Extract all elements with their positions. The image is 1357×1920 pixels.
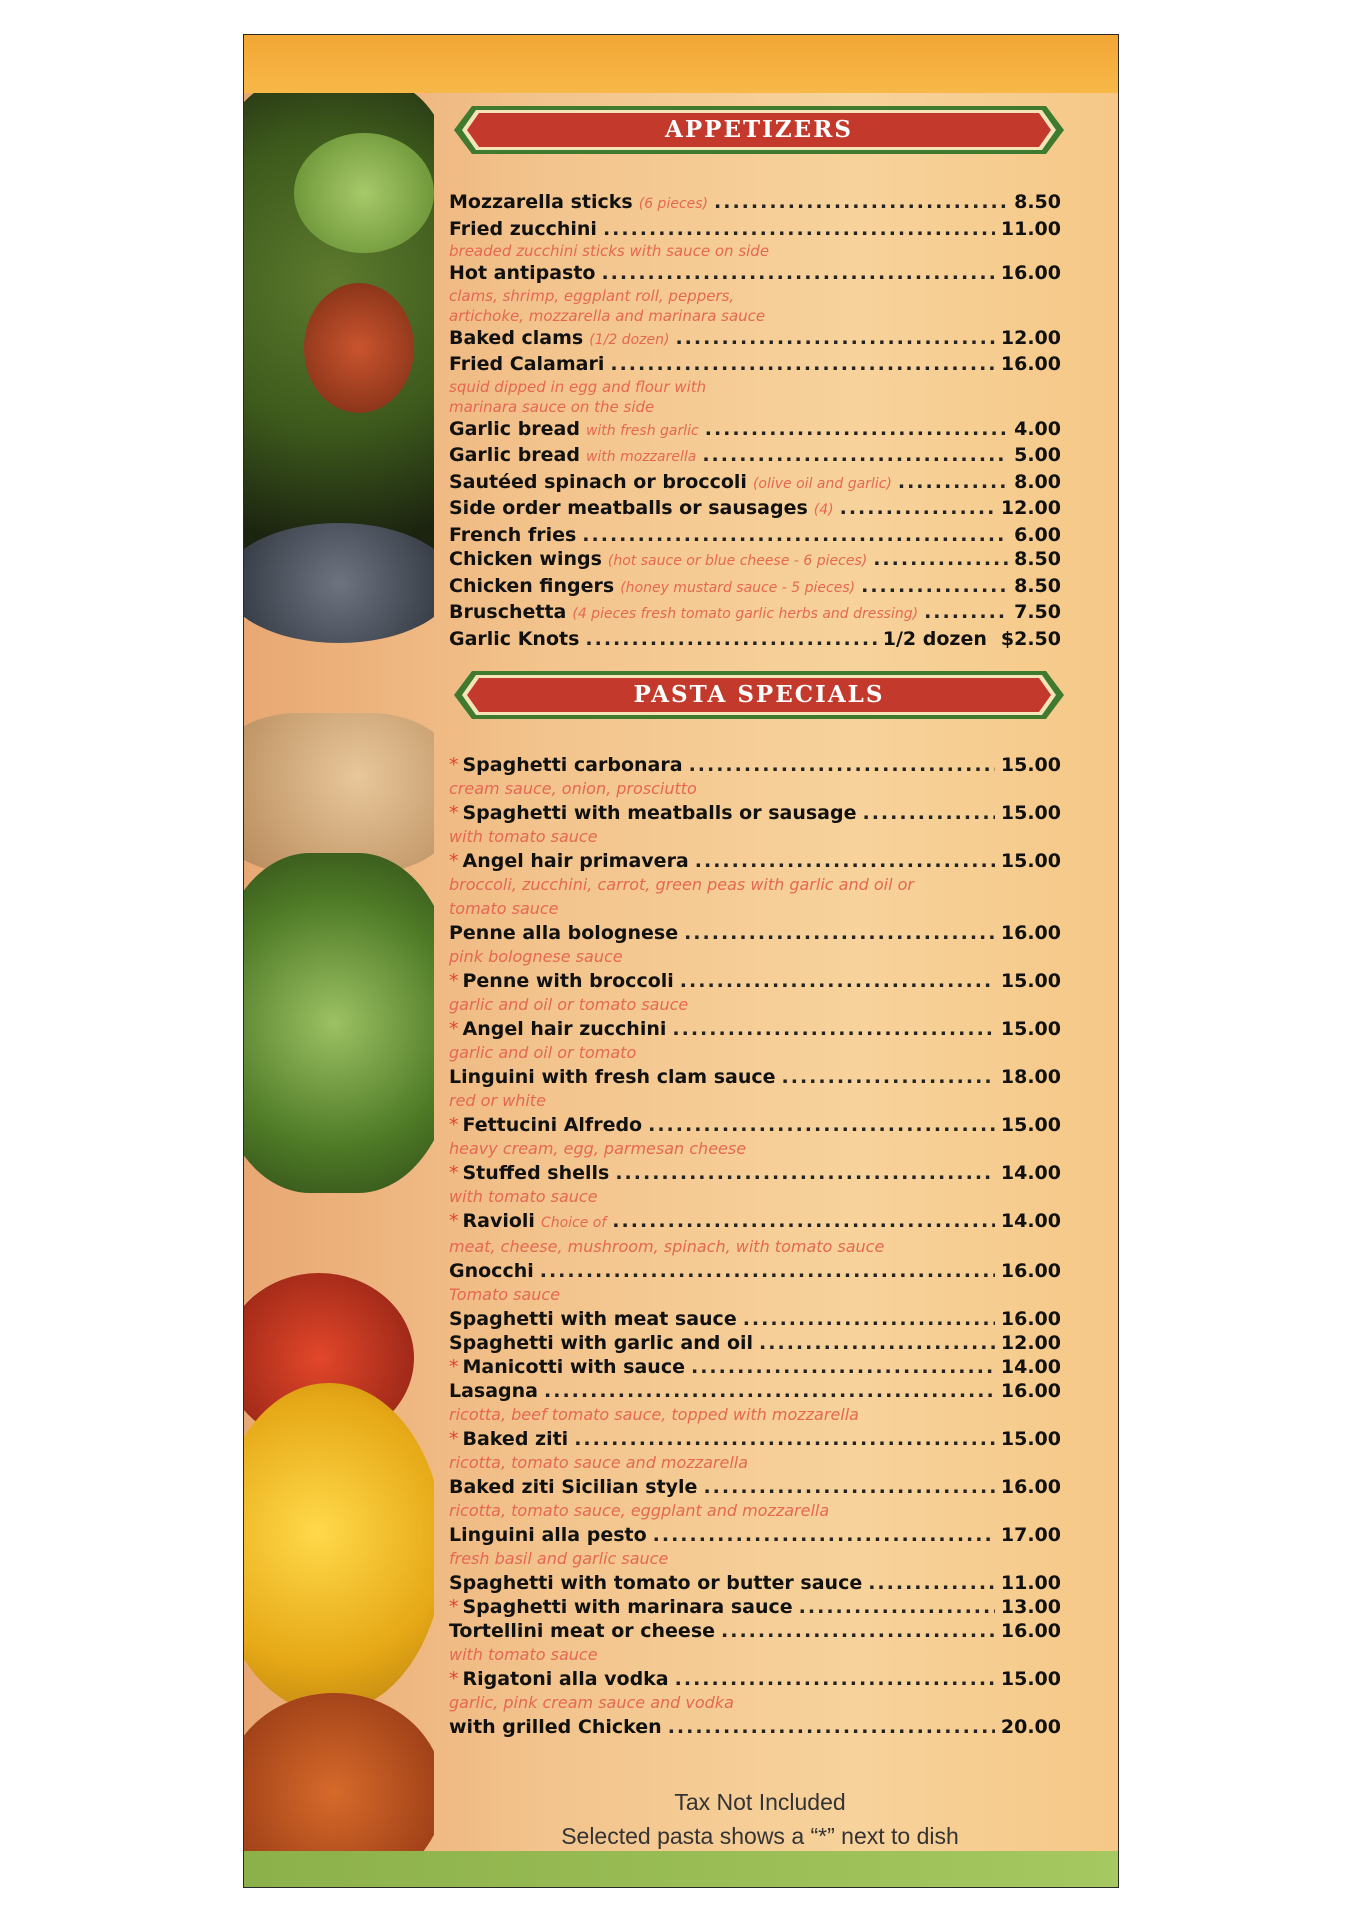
lettuce-shape [294, 133, 434, 253]
dish-description: red or white [449, 1091, 546, 1110]
sandwich-photo [244, 713, 434, 873]
dish-price: 7.50 [1014, 601, 1061, 623]
star-marker: * [449, 1162, 459, 1184]
menu-item-row [449, 969, 1061, 993]
menu-item [449, 190, 1061, 217]
menu-item-row [449, 1331, 1061, 1355]
menu-item [449, 1017, 1061, 1065]
dish-description: marinara sauce on the side [449, 397, 655, 416]
dish-note: (6 pieces) [638, 196, 709, 212]
dish-price: 15.00 [1000, 1018, 1061, 1040]
dish-price: 14.00 [1000, 1162, 1061, 1184]
menu-item [449, 496, 1061, 523]
dish-price: 20.00 [1000, 1716, 1061, 1738]
menu-item [449, 1523, 1061, 1571]
dot-leader [585, 627, 876, 652]
dish-price: 16.00 [1000, 1476, 1061, 1498]
dish-description: pink bolognese sauce [449, 947, 623, 966]
dish-name: Hot antipasto [449, 262, 596, 284]
menu-item-row [449, 261, 1061, 286]
dish-price: 16.00 [1000, 1620, 1061, 1642]
menu-page [243, 34, 1119, 1888]
star-marker: * [449, 1428, 459, 1450]
menu-item [449, 1571, 1061, 1595]
dish-price: 16.00 [1000, 262, 1061, 284]
menu-item [449, 470, 1061, 497]
dish-price: 16.00 [1000, 1308, 1061, 1330]
star-marker: * [449, 1668, 459, 1690]
dish-description: ricotta, tomato sauce and mozzarella [449, 1453, 749, 1472]
menu-item [449, 627, 1061, 652]
dish-description: with tomato sauce [449, 1645, 598, 1664]
menu-item-row [449, 417, 1061, 444]
appetizers-list [449, 190, 1061, 651]
menu-item-row [449, 1307, 1061, 1331]
star-marker: * [449, 850, 459, 872]
dish-name: Spaghetti with garlic and oil [449, 1332, 754, 1354]
menu-item [449, 523, 1061, 548]
dot-leader [721, 1619, 995, 1643]
dot-leader [924, 600, 1008, 625]
star-marker: * [449, 970, 459, 992]
star-marker: * [449, 1210, 459, 1232]
greens-shape [244, 853, 434, 1193]
dish-price: 8.50 [1014, 574, 1061, 597]
food-photo-strip [244, 93, 434, 1851]
dish-name: Fried Calamari [449, 353, 605, 375]
menu-item-row [449, 523, 1061, 548]
menu-item-row [449, 1161, 1061, 1185]
menu-item [449, 1475, 1061, 1523]
menu-item-row [449, 1571, 1061, 1595]
dish-description: tomato sauce [449, 899, 559, 918]
menu-item [449, 1065, 1061, 1113]
menu-item [449, 547, 1061, 574]
dish-price: 17.00 [1000, 1524, 1061, 1546]
dish-name: Angel hair zucchini [462, 1018, 667, 1040]
dish-note: (4) [813, 502, 834, 518]
dot-leader [691, 1355, 995, 1379]
dish-quantity: 1/2 dozen [882, 627, 987, 650]
dish-name: Linguini with fresh clam sauce [449, 1066, 776, 1088]
dish-price: 8.00 [1014, 470, 1061, 493]
menu-item [449, 1113, 1061, 1161]
dish-note: (1/2 dozen) [589, 331, 670, 348]
dot-leader [714, 190, 1008, 215]
dot-leader [668, 1715, 995, 1739]
dish-price: 4.00 [1014, 417, 1061, 440]
dot-leader [612, 1209, 995, 1233]
menu-item [449, 417, 1061, 444]
dish-price: 6.00 [1014, 523, 1061, 546]
menu-footer [454, 1785, 1066, 1853]
menu-item-row [449, 574, 1061, 601]
dish-name: Spaghetti with tomato or butter sauce [449, 1572, 863, 1594]
dot-leader [702, 443, 1008, 468]
dish-name: Linguini alla pesto [449, 1524, 647, 1546]
menu-item-row [449, 470, 1061, 497]
menu-item [449, 1355, 1061, 1379]
menu-item-row [449, 443, 1061, 470]
dish-price: 16.00 [1000, 922, 1061, 944]
pasta-specials-title: PASTA SPECIALS [633, 681, 885, 708]
dish-name: Side order meatballs or sausages [449, 497, 808, 519]
dish-price: 16.00 [1000, 1260, 1061, 1282]
dish-name: Rigatoni alla vodka [462, 1668, 669, 1690]
dot-leader [653, 1523, 995, 1547]
menu-item [449, 217, 1061, 262]
dish-description: garlic, pink cream sauce and vodka [449, 1693, 734, 1712]
dot-leader [743, 1307, 995, 1331]
menu-item-row [449, 1355, 1061, 1379]
dish-name: Fried zucchini [449, 217, 597, 240]
dish-note: (honey mustard sauce - 5 pieces) [620, 579, 856, 596]
chicken-wings-photo [244, 1693, 434, 1851]
top-orange-band [244, 35, 1118, 93]
dot-leader [544, 1379, 995, 1403]
dish-name: with grilled Chicken [449, 1716, 662, 1738]
menu-item-row [449, 1017, 1061, 1041]
menu-item-row [449, 849, 1061, 873]
tomato-shape [304, 283, 414, 413]
menu-item [449, 849, 1061, 921]
dish-description: garlic and oil or tomato sauce [449, 995, 689, 1014]
menu-item [449, 1379, 1061, 1427]
dish-name: Spaghetti with marinara sauce [462, 1596, 793, 1618]
dot-leader [610, 352, 995, 377]
dish-description: ricotta, beef tomato sauce, topped with mozzarella [449, 1405, 859, 1424]
dish-price: 8.50 [1014, 191, 1061, 213]
dot-leader [684, 921, 995, 945]
dish-price: 15.00 [1000, 1428, 1061, 1450]
dish-name: French fries [449, 523, 577, 546]
dish-name: Chicken wings [449, 548, 602, 570]
menu-item [449, 969, 1061, 1017]
menu-item-row [449, 1523, 1061, 1547]
dish-name: Ravioli [462, 1210, 535, 1232]
menu-item [449, 600, 1061, 627]
dot-leader [675, 326, 994, 351]
dish-description: breaded zucchini sticks with sauce on side [449, 242, 770, 260]
dish-name: Chicken fingers [449, 574, 615, 597]
dish-name: Garlic bread [449, 444, 580, 466]
dish-description: with tomato sauce [449, 1187, 598, 1206]
menu-item [449, 1161, 1061, 1209]
dot-leader [898, 470, 1008, 495]
dot-leader [689, 753, 995, 777]
dish-price: 15.00 [1000, 850, 1061, 872]
menu-item-row [449, 1259, 1061, 1283]
menu-item [449, 352, 1061, 417]
dish-name: Bruschetta [449, 601, 567, 623]
dish-price: 12.00 [1000, 1332, 1061, 1354]
dish-price: $2.50 [1000, 627, 1061, 650]
dish-description: garlic and oil or tomato [449, 1043, 637, 1062]
menu-item-row [449, 1209, 1061, 1235]
dish-description: artichoke, mozzarella and marinara sauce [449, 306, 766, 325]
dot-leader [840, 496, 995, 521]
dish-price: 16.00 [1000, 1380, 1061, 1402]
dish-name: Spaghetti with meatballs or sausage [462, 802, 857, 824]
dish-description: Tomato sauce [449, 1285, 561, 1304]
dish-note: (4 pieces fresh tomato garlic herbs and dressing) [572, 606, 919, 622]
dish-price: 15.00 [1000, 1114, 1061, 1136]
dish-name: Gnocchi [449, 1260, 534, 1282]
menu-item [449, 1209, 1061, 1259]
dish-price: 15.00 [1000, 970, 1061, 992]
menu-item [449, 443, 1061, 470]
tax-note: Tax Not Included [674, 1789, 846, 1815]
dish-description: cream sauce, onion, prosciutto [449, 779, 697, 798]
dot-leader [868, 1571, 995, 1595]
dot-leader [782, 1065, 995, 1089]
pasta-list [449, 753, 1061, 1739]
dish-name: Fettucini Alfredo [462, 1114, 643, 1136]
menu-item [449, 1619, 1061, 1667]
dish-price: 14.00 [1000, 1210, 1061, 1232]
menu-item [449, 1331, 1061, 1355]
dot-leader [705, 417, 1008, 442]
dish-description: ricotta, tomato sauce, eggplant and mozzarella [449, 1501, 830, 1520]
menu-item-row [449, 1065, 1061, 1089]
menu-item [449, 1427, 1061, 1475]
bottom-green-band [244, 1851, 1118, 1887]
menu-item-row [449, 496, 1061, 523]
menu-item-row [449, 1715, 1061, 1739]
menu-item-row [449, 1619, 1061, 1643]
dish-note: with mozzarella [585, 449, 697, 465]
dish-description: fresh basil and garlic sauce [449, 1549, 669, 1568]
dish-description: heavy cream, egg, parmesan cheese [449, 1139, 747, 1158]
menu-item-row [449, 217, 1061, 242]
dot-leader [680, 969, 995, 993]
menu-item-row [449, 801, 1061, 825]
menu-item [449, 261, 1061, 326]
dot-leader [615, 1161, 995, 1185]
dish-name: Sautéed spinach or broccoli [449, 470, 747, 493]
star-marker: * [449, 1356, 459, 1378]
menu-item-row [449, 352, 1061, 377]
dish-name: Manicotti with sauce [462, 1356, 685, 1378]
dish-name: Penne with broccoli [462, 970, 674, 992]
dot-leader [574, 1427, 995, 1451]
dot-leader [861, 574, 1008, 599]
menu-item [449, 1715, 1061, 1739]
dot-leader [601, 261, 994, 286]
dish-price: 12.00 [1000, 497, 1061, 519]
dish-name: Garlic bread [449, 417, 580, 440]
dot-leader [675, 1667, 995, 1691]
dot-leader [862, 801, 994, 825]
menu-item [449, 1667, 1061, 1715]
appetizers-title: APPETIZERS [665, 116, 853, 143]
menu-item [449, 326, 1061, 353]
pasta-specials-banner [454, 669, 1064, 721]
dish-price: 18.00 [1000, 1066, 1061, 1088]
dot-leader [582, 523, 1008, 548]
menu-item [449, 1259, 1061, 1307]
dish-name: Spaghetti carbonara [462, 754, 683, 776]
dot-leader [648, 1113, 995, 1137]
dish-price: 14.00 [1000, 1356, 1061, 1378]
star-legend: Selected pasta shows a “*” next to dish [561, 1823, 959, 1849]
dot-leader [759, 1331, 995, 1355]
star-marker: * [449, 754, 459, 776]
dish-price: 11.00 [1000, 1572, 1061, 1594]
dish-price: 15.00 [1000, 1668, 1061, 1690]
dish-name: Tortellini meat or cheese [449, 1620, 716, 1642]
dish-name: Garlic Knots [449, 627, 580, 650]
appetizers-banner [454, 104, 1064, 156]
menu-item [449, 1595, 1061, 1619]
dot-leader [799, 1595, 995, 1619]
dish-price: 8.50 [1014, 548, 1061, 570]
dish-name: Baked clams [449, 326, 584, 349]
dot-leader [540, 1259, 995, 1283]
dish-note: with fresh garlic [585, 422, 699, 439]
dish-description: with tomato sauce [449, 827, 598, 846]
plate-shape [244, 523, 434, 643]
dish-name: Angel hair primavera [462, 850, 689, 872]
dish-name: Stuffed shells [462, 1162, 610, 1184]
dot-leader [703, 1475, 994, 1499]
dish-note: (hot sauce or blue cheese - 6 pieces) [607, 553, 868, 569]
star-marker: * [449, 1018, 459, 1040]
menu-item-row [449, 1595, 1061, 1619]
menu-item-row [449, 190, 1061, 217]
dish-price: 12.00 [1000, 326, 1061, 349]
dish-name: Lasagna [449, 1380, 539, 1402]
menu-item [449, 574, 1061, 601]
dish-price: 13.00 [1000, 1596, 1061, 1618]
dish-note: Choice of [540, 1215, 607, 1231]
dish-name: Baked ziti [462, 1428, 569, 1450]
menu-item-row [449, 627, 1061, 652]
dish-description: broccoli, zucchini, carrot, green peas with garlic and oil or [449, 875, 914, 894]
dot-leader [672, 1017, 995, 1041]
dot-leader [695, 849, 995, 873]
menu-item-row [449, 1379, 1061, 1403]
dish-price: 15.00 [1000, 754, 1061, 776]
menu-item [449, 801, 1061, 849]
menu-item-row [449, 921, 1061, 945]
menu-item [449, 753, 1061, 801]
menu-item-row [449, 1427, 1061, 1451]
dish-description: squid dipped in egg and flour with [449, 377, 707, 396]
dish-price: 15.00 [1000, 802, 1061, 824]
dot-leader [873, 547, 1008, 572]
dish-name: Spaghetti with meat sauce [449, 1308, 737, 1330]
yellow-pepper-shape [244, 1383, 434, 1713]
menu-item [449, 1307, 1061, 1331]
star-marker: * [449, 1114, 459, 1136]
dish-price: 5.00 [1014, 444, 1061, 466]
menu-item-row [449, 547, 1061, 574]
star-marker: * [449, 1596, 459, 1618]
dish-name: Baked ziti Sicilian style [449, 1476, 698, 1498]
dish-name: Mozzarella sticks [449, 191, 633, 213]
menu-item-row [449, 753, 1061, 777]
menu-item-row [449, 326, 1061, 353]
dish-price: 11.00 [1000, 217, 1061, 240]
dot-leader [603, 217, 995, 242]
dish-note: (olive oil and garlic) [752, 475, 892, 492]
star-marker: * [449, 802, 459, 824]
menu-item-row [449, 1475, 1061, 1499]
menu-item-row [449, 1667, 1061, 1691]
menu-item [449, 921, 1061, 969]
dish-description: meat, cheese, mushroom, spinach, with tomato sauce [449, 1237, 885, 1256]
menu-item-row [449, 600, 1061, 627]
menu-item-row [449, 1113, 1061, 1137]
dish-name: Penne alla bolognese [449, 922, 679, 944]
dish-price: 16.00 [1000, 353, 1061, 375]
dish-description: clams, shrimp, eggplant roll, peppers, [449, 286, 735, 305]
